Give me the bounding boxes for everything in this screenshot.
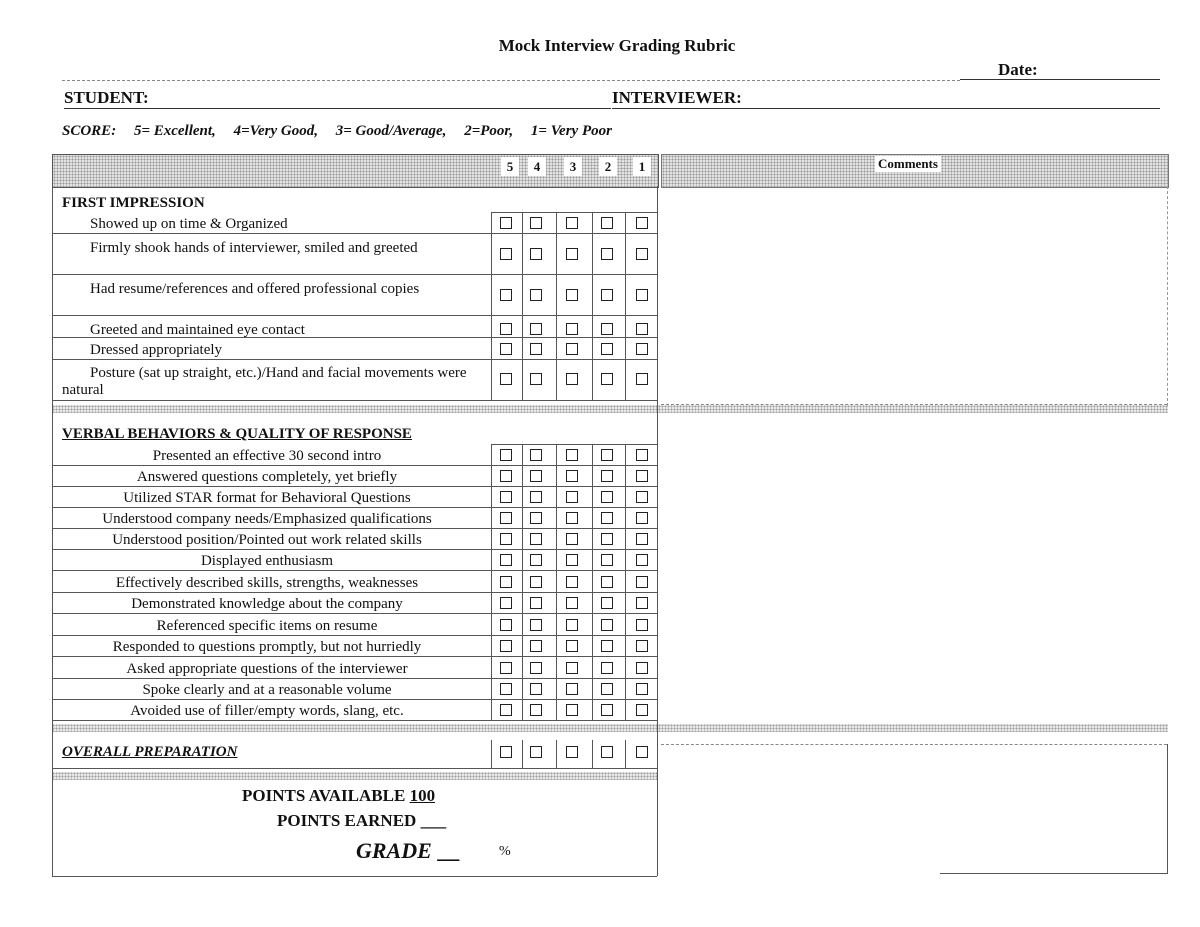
score-scale-5: 5= Excellent, [133,123,216,139]
row-divider [52,359,657,360]
score-column-divider [522,486,523,507]
score-column-divider [625,212,626,233]
score-checkbox[interactable] [566,343,578,355]
score-checkbox[interactable] [566,704,578,716]
top-dashed-line [62,80,960,81]
criterion-resume-items: Referenced specific items on resume [156,618,378,634]
criterion-spoke-clearly: Spoke clearly and at a reasonable volume [142,682,392,698]
score-column-divider [491,656,492,678]
score-checkbox[interactable] [566,512,578,524]
row-divider [52,400,657,401]
score-column-divider [592,592,593,613]
score-checkbox[interactable] [530,512,542,524]
score-column-divider [556,212,557,233]
score-checkbox[interactable] [500,248,512,260]
score-checkbox[interactable] [530,662,542,674]
criterion-30-second-intro: Presented an effective 30 second intro [152,448,382,464]
score-column-divider [556,549,557,570]
score-checkbox[interactable] [566,323,578,335]
score-checkbox[interactable] [636,373,648,385]
score-checkbox[interactable] [601,373,613,385]
score-scale-4: 4=Very Good, [233,123,318,139]
score-column-divider [592,486,593,507]
score-column-divider [556,465,557,486]
score-column-divider [592,656,593,678]
criterion-answered-completely: Answered questions completely, yet briefly [136,469,398,485]
score-column-divider [491,212,492,233]
score-scale-1: 1= Very Poor [530,123,612,139]
score-checkbox[interactable] [601,217,613,229]
score-column-divider [522,635,523,656]
score-column-divider [491,359,492,400]
score-checkbox[interactable] [500,512,512,524]
score-column-divider [522,315,523,337]
date-line[interactable] [960,79,1160,80]
score-checkbox[interactable] [500,683,512,695]
score-checkbox[interactable] [601,512,613,524]
score-checkbox[interactable] [636,289,648,301]
score-scale-label: SCORE: [62,123,117,139]
score-checkbox[interactable] [566,491,578,503]
criterion-respond-promptly: Responded to questions promptly, but not hurriedly [112,639,422,655]
score-checkbox[interactable] [500,662,512,674]
score-checkbox[interactable] [500,323,512,335]
score-column-divider [592,678,593,699]
score-checkbox[interactable] [636,554,648,566]
score-column-divider [556,528,557,549]
interviewer-line[interactable] [612,108,1160,109]
score-column-divider [592,507,593,528]
score-checkbox[interactable] [566,662,578,674]
page-title: Mock Interview Grading Rubric [498,36,736,55]
score-checkbox[interactable] [500,449,512,461]
points-earned-field[interactable]: ___ [420,811,447,830]
score-column-divider [625,465,626,486]
row-divider [52,233,657,234]
score-checkbox[interactable] [601,597,613,609]
percent-sign: % [499,844,511,859]
score-column-divider [491,613,492,635]
row-divider [52,720,657,721]
score-column-divider [556,337,557,359]
score-column-divider [491,486,492,507]
score-checkbox[interactable] [500,533,512,545]
score-checkbox[interactable] [530,533,542,545]
comments-overall-bottom [940,873,1167,874]
comments-header: Comments [875,156,941,172]
row-divider [52,486,657,487]
score-column-divider [556,486,557,507]
score-checkbox[interactable] [601,289,613,301]
comments-first-bottom [661,404,1167,405]
score-column-divider [556,315,557,337]
score-column-divider [522,233,523,274]
score-column-divider [592,699,593,720]
row-divider [52,678,657,679]
score-column-divider [522,337,523,359]
score-column-divider [556,444,557,465]
score-checkbox[interactable] [636,640,648,652]
row-divider [52,528,657,529]
score-checkbox[interactable] [500,640,512,652]
score-scale [62,123,626,140]
score-checkbox[interactable] [601,248,613,260]
score-column-divider [556,274,557,315]
score-checkbox[interactable] [566,683,578,695]
score-checkbox[interactable] [636,512,648,524]
column-header-3: 3 [564,157,582,176]
score-column-divider [556,507,557,528]
score-checkbox[interactable] [636,662,648,674]
score-column-divider [625,740,626,768]
score-checkbox[interactable] [530,640,542,652]
score-column-divider [592,613,593,635]
score-checkbox[interactable] [636,576,648,588]
score-checkbox[interactable] [530,597,542,609]
score-checkbox[interactable] [530,323,542,335]
criterion-skills-strengths: Effectively described skills, strengths, weaknesses [115,575,419,591]
score-column-divider [556,740,557,768]
score-column-divider [625,635,626,656]
score-checkbox[interactable] [601,662,613,674]
score-checkbox[interactable] [636,491,648,503]
column-header-4: 4 [528,157,546,176]
score-checkbox[interactable] [500,597,512,609]
score-checkbox[interactable] [566,470,578,482]
score-checkbox[interactable] [601,470,613,482]
score-column-divider [592,740,593,768]
score-column-divider [491,592,492,613]
criterion-company-knowledge: Demonstrated knowledge about the company [131,596,403,612]
score-column-divider [491,635,492,656]
table-bottom-border [52,876,657,877]
score-column-divider [522,549,523,570]
score-column-divider [556,678,557,699]
score-checkbox[interactable] [530,289,542,301]
score-checkbox[interactable] [601,704,613,716]
score-checkbox[interactable] [566,217,578,229]
score-column-divider [491,465,492,486]
score-scale-3: 3= Good/Average, [335,123,447,139]
score-column-divider [592,212,593,233]
score-checkbox[interactable] [530,704,542,716]
score-column-divider [592,549,593,570]
score-column-divider [491,444,492,465]
grade-field[interactable]: __ [437,838,460,863]
score-checkbox[interactable] [530,449,542,461]
score-checkbox[interactable] [601,533,613,545]
score-checkbox[interactable] [530,470,542,482]
score-column-divider [556,656,557,678]
score-column-divider [491,740,492,768]
row-divider [52,656,657,657]
score-column-divider [522,359,523,400]
score-checkbox[interactable] [500,373,512,385]
score-checkbox[interactable] [566,640,578,652]
score-checkbox[interactable] [530,491,542,503]
score-checkbox[interactable] [566,597,578,609]
score-checkbox[interactable] [500,491,512,503]
score-column-divider [556,233,557,274]
date-label: Date: [998,60,1038,79]
score-column-divider [625,233,626,274]
points-earned [277,811,446,831]
criterion-asked-questions: Asked appropriate questions of the interviewer [126,661,408,677]
score-checkbox[interactable] [530,683,542,695]
score-column-divider [491,528,492,549]
criterion-on-time: Showed up on time & Organized [90,216,288,232]
section-divider-band [52,724,1168,732]
score-checkbox[interactable] [500,704,512,716]
criterion-eye-contact: Greeted and maintained eye contact [90,322,305,338]
score-checkbox[interactable] [530,619,542,631]
score-column-divider [625,274,626,315]
score-column-divider [491,549,492,570]
grade [356,838,459,864]
score-checkbox[interactable] [636,449,648,461]
score-column-divider [491,570,492,592]
score-checkbox[interactable] [500,470,512,482]
score-checkbox[interactable] [601,619,613,631]
row-divider [52,570,657,571]
row-divider [491,212,657,213]
score-checkbox[interactable] [530,217,542,229]
points-available [242,786,435,806]
score-checkbox[interactable] [530,576,542,588]
points-available-value: 100 [409,786,436,805]
score-column-divider [556,359,557,400]
score-checkbox[interactable] [530,248,542,260]
section-verbal-behaviors: VERBAL BEHAVIORS & QUALITY OF RESPONSE [62,426,412,442]
score-checkbox[interactable] [500,576,512,588]
score-checkbox[interactable] [636,323,648,335]
score-column-divider [592,359,593,400]
score-column-divider [625,699,626,720]
score-column-divider [625,613,626,635]
score-scale-2: 2=Poor, [464,123,514,139]
score-checkbox[interactable] [601,491,613,503]
score-checkbox[interactable] [500,289,512,301]
score-checkbox[interactable] [566,554,578,566]
score-column-divider [522,570,523,592]
criterion-company-needs: Understood company needs/Emphasized qualifications [102,511,432,527]
table-right-border [657,186,658,876]
section-first-impression: FIRST IMPRESSION [62,195,205,211]
interviewer-label: INTERVIEWER: [612,88,742,107]
score-column-divider [522,507,523,528]
score-column-divider [522,678,523,699]
score-checkbox[interactable] [636,704,648,716]
criterion-handshake: Firmly shook hands of interviewer, smiled and greeted [90,240,418,256]
score-column-divider [522,444,523,465]
score-checkbox[interactable] [601,449,613,461]
score-column-divider [522,740,523,768]
criterion-dress: Dressed appropriately [90,342,223,358]
score-checkbox[interactable] [636,470,648,482]
table-left-border [52,186,53,876]
comments-right-border [1167,186,1168,406]
score-checkbox[interactable] [500,217,512,229]
score-column-divider [592,274,593,315]
score-column-divider [592,233,593,274]
score-column-divider [522,465,523,486]
section-overall-preparation: OVERALL PREPARATION [62,744,238,760]
score-column-divider [625,486,626,507]
criterion-star-format: Utilized STAR format for Behavioral Questions [123,490,411,506]
score-checkbox[interactable] [566,449,578,461]
score-column-divider [522,699,523,720]
score-checkbox[interactable] [601,683,613,695]
score-column-divider [556,592,557,613]
row-divider [52,274,657,275]
score-column-divider [625,570,626,592]
score-checkbox[interactable] [530,746,542,758]
score-checkbox[interactable] [566,248,578,260]
criterion-filler-words: Avoided use of filler/empty words, slang, etc. [130,703,404,719]
score-checkbox[interactable] [566,289,578,301]
points-earned-label: POINTS EARNED [277,811,417,830]
score-column-divider [592,528,593,549]
row-divider [52,465,657,466]
score-column-divider [625,507,626,528]
student-label: STUDENT: [64,88,149,107]
row-divider [52,592,657,593]
score-checkbox[interactable] [500,746,512,758]
score-column-divider [625,444,626,465]
score-checkbox[interactable] [601,576,613,588]
score-checkbox[interactable] [636,533,648,545]
score-column-divider [491,699,492,720]
score-checkbox[interactable] [601,323,613,335]
score-checkbox[interactable] [500,554,512,566]
score-column-divider [491,678,492,699]
comments-overall-top [661,744,1167,745]
row-divider [52,315,657,316]
score-column-divider [625,315,626,337]
score-checkbox[interactable] [601,640,613,652]
score-column-divider [625,656,626,678]
score-checkbox[interactable] [636,343,648,355]
column-header-5: 5 [501,157,519,176]
score-column-divider [522,592,523,613]
section-divider-band [52,772,657,780]
score-checkbox[interactable] [636,746,648,758]
score-checkbox[interactable] [566,576,578,588]
score-column-divider [522,274,523,315]
row-divider [52,768,657,769]
score-column-divider [592,570,593,592]
score-column-divider [556,635,557,656]
score-checkbox[interactable] [530,554,542,566]
score-checkbox[interactable] [566,373,578,385]
score-column-divider [592,315,593,337]
score-column-divider [625,337,626,359]
criterion-posture: Posture (sat up straight, etc.)/Hand and facial movements were natural [62,365,467,398]
score-checkbox[interactable] [500,619,512,631]
row-divider [52,337,657,338]
score-checkbox[interactable] [636,217,648,229]
score-checkbox[interactable] [601,746,613,758]
column-header-1: 1 [633,157,651,176]
criterion-resume-copies: Had resume/references and offered professional copies [90,281,420,297]
score-checkbox[interactable] [636,597,648,609]
score-column-divider [625,592,626,613]
score-column-divider [491,274,492,315]
score-checkbox[interactable] [601,343,613,355]
section-divider-band [52,405,1168,413]
score-column-divider [522,656,523,678]
score-column-divider [491,233,492,274]
score-column-divider [556,699,557,720]
score-column-divider [625,528,626,549]
score-column-divider [491,315,492,337]
score-column-divider [592,465,593,486]
row-divider [52,549,657,550]
score-checkbox[interactable] [636,683,648,695]
column-header-2: 2 [599,157,617,176]
score-checkbox[interactable] [530,373,542,385]
score-checkbox[interactable] [566,533,578,545]
score-column-divider [522,528,523,549]
score-checkbox[interactable] [530,343,542,355]
score-column-divider [592,444,593,465]
row-divider [52,613,657,614]
score-column-divider [556,613,557,635]
student-line[interactable] [64,108,611,109]
score-checkbox[interactable] [566,619,578,631]
score-column-divider [491,507,492,528]
score-column-divider [556,570,557,592]
comments-overall-right [1167,744,1168,874]
score-checkbox[interactable] [601,554,613,566]
score-column-divider [625,359,626,400]
score-checkbox[interactable] [566,746,578,758]
score-checkbox[interactable] [636,248,648,260]
score-column-divider [522,613,523,635]
row-divider [52,699,657,700]
score-column-divider [592,635,593,656]
score-column-divider [491,337,492,359]
points-available-label: POINTS AVAILABLE [242,786,406,805]
score-checkbox[interactable] [636,619,648,631]
score-column-divider [522,212,523,233]
row-divider [491,444,657,445]
score-checkbox[interactable] [500,343,512,355]
score-column-divider [625,549,626,570]
row-divider [52,507,657,508]
score-column-divider [592,337,593,359]
criterion-position-skills: Understood position/Pointed out work related skills [112,532,422,548]
score-column-divider [625,678,626,699]
row-divider [52,635,657,636]
grade-label: GRADE [356,838,432,863]
criterion-enthusiasm: Displayed enthusiasm [200,553,334,569]
